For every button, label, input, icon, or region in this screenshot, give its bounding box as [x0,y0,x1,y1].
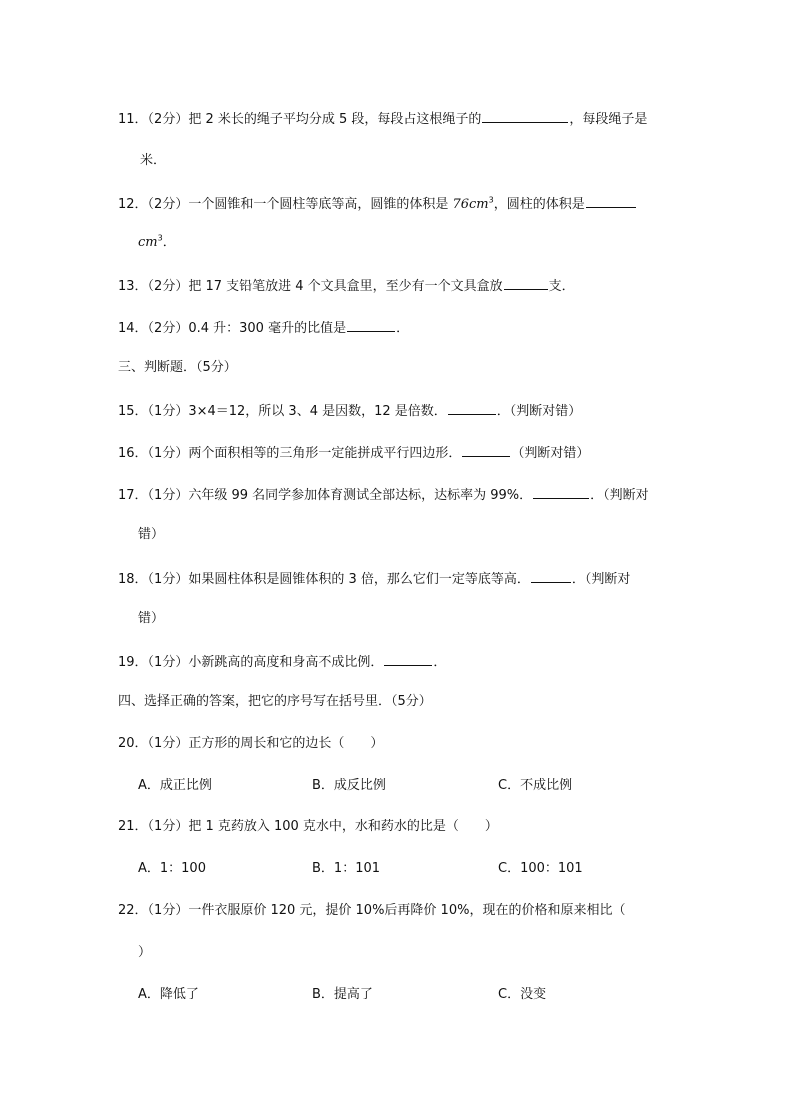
question-12 [118,193,637,214]
section-heading-3: 三、判断题．（5分） [118,360,237,375]
question-11-text: 11．（2分）把 2 米长的绳子平均分成 5 段，每段占这根绳子的 [118,112,482,127]
option-c[interactable]: C．100：101 [498,861,583,876]
question-13 [118,275,575,296]
answer-blank[interactable] [533,484,589,499]
question-15 [118,400,581,421]
question-22-continuation: ） [138,945,152,960]
option-b[interactable]: B．成反比例 [312,778,386,793]
question-16-text-end: （判断对错） [511,446,590,461]
answer-blank[interactable] [448,400,496,415]
question-12-text-mid: ，圆柱的体积是 [493,197,585,212]
question-21: 21．（1分）把 1 克药放入 100 克水中，水和药水的比是（ ） [118,819,498,834]
answer-blank[interactable] [504,275,548,290]
question-19 [118,651,446,672]
question-12-text-end: ． [162,235,176,250]
question-11 [118,108,647,129]
question-12-number: 76 [452,197,470,212]
option-c[interactable]: C．不成比例 [498,778,573,793]
question-12-text: 12．（2分）一个圆锥和一个圆柱等底等高，圆锥的体积是 [118,197,449,212]
question-20: 20．（1分）正方形的周长和它的边长（ ） [118,736,384,751]
question-14-text-end: ． [396,321,410,336]
answer-blank[interactable] [586,193,636,208]
question-12-continuation [138,234,176,252]
answer-blank[interactable] [482,108,568,123]
question-12-unit-sup: 3 [488,195,494,205]
answer-blank[interactable] [462,442,510,457]
question-15-text-end: ．（判断对错） [496,404,582,419]
option-b[interactable]: B．提高了 [312,987,373,1002]
option-a[interactable]: A．成正比例 [138,778,212,793]
question-18-text: 18．（1分）如果圆柱体积是圆锥体积的 3 倍，那么它们一定等底等高． [118,572,530,587]
answer-blank[interactable] [347,317,395,332]
question-17-text: 17．（1分）六年级 99 名同学参加体育测试全部达标，达标率为 99%． [118,488,533,503]
question-14-text: 14．（2分）0.4 升：300 毫升的比值是 [118,321,347,336]
question-16-text: 16．（1分）两个面积相等的三角形一定能拼成平行四边形． [118,446,462,461]
question-22: 22．（1分）一件衣服原价 120 元，提价 10%后再降价 10%，现在的价格和原来相比（ [118,903,626,918]
question-11-text-mid: ，每段绳子是 [569,112,648,127]
question-16 [118,442,589,463]
option-a[interactable]: A．降低了 [138,987,199,1002]
question-18 [118,568,630,589]
question-12-unit-2: cm [138,235,158,250]
question-17-text-end: ．（判断对 [590,488,649,503]
option-c[interactable]: C．没变 [498,987,547,1002]
question-18-continuation: 错） [138,611,165,626]
question-19-text-end: ． [433,655,447,670]
question-19-text: 19．（1分）小新跳高的高度和身高不成比例． [118,655,384,670]
answer-blank[interactable] [384,651,432,666]
question-12-unit: cm [469,197,489,212]
question-17-continuation: 错） [138,527,165,542]
question-14 [118,317,409,338]
option-b[interactable]: B．1：101 [312,861,381,876]
answer-blank[interactable] [531,568,571,583]
question-13-text: 13．（2分）把 17 支铅笔放进 4 个文具盒里，至少有一个文具盒放 [118,279,503,294]
question-11-continuation [138,150,166,170]
section-heading-4: 四、选择正确的答案，把它的序号写在括号里．（5分） [118,694,432,709]
question-12-unit-2-sup: 3 [157,233,163,243]
question-11-text-end: 米． [140,153,167,168]
question-15-text: 15．（1分）3×4＝12，所以 3、4 是因数，12 是倍数． [118,404,447,419]
question-18-text-end: ．（判断对 [571,572,631,587]
option-a[interactable]: A．1：100 [138,861,206,876]
question-13-text-end: 支． [548,279,575,294]
question-17 [118,484,649,505]
